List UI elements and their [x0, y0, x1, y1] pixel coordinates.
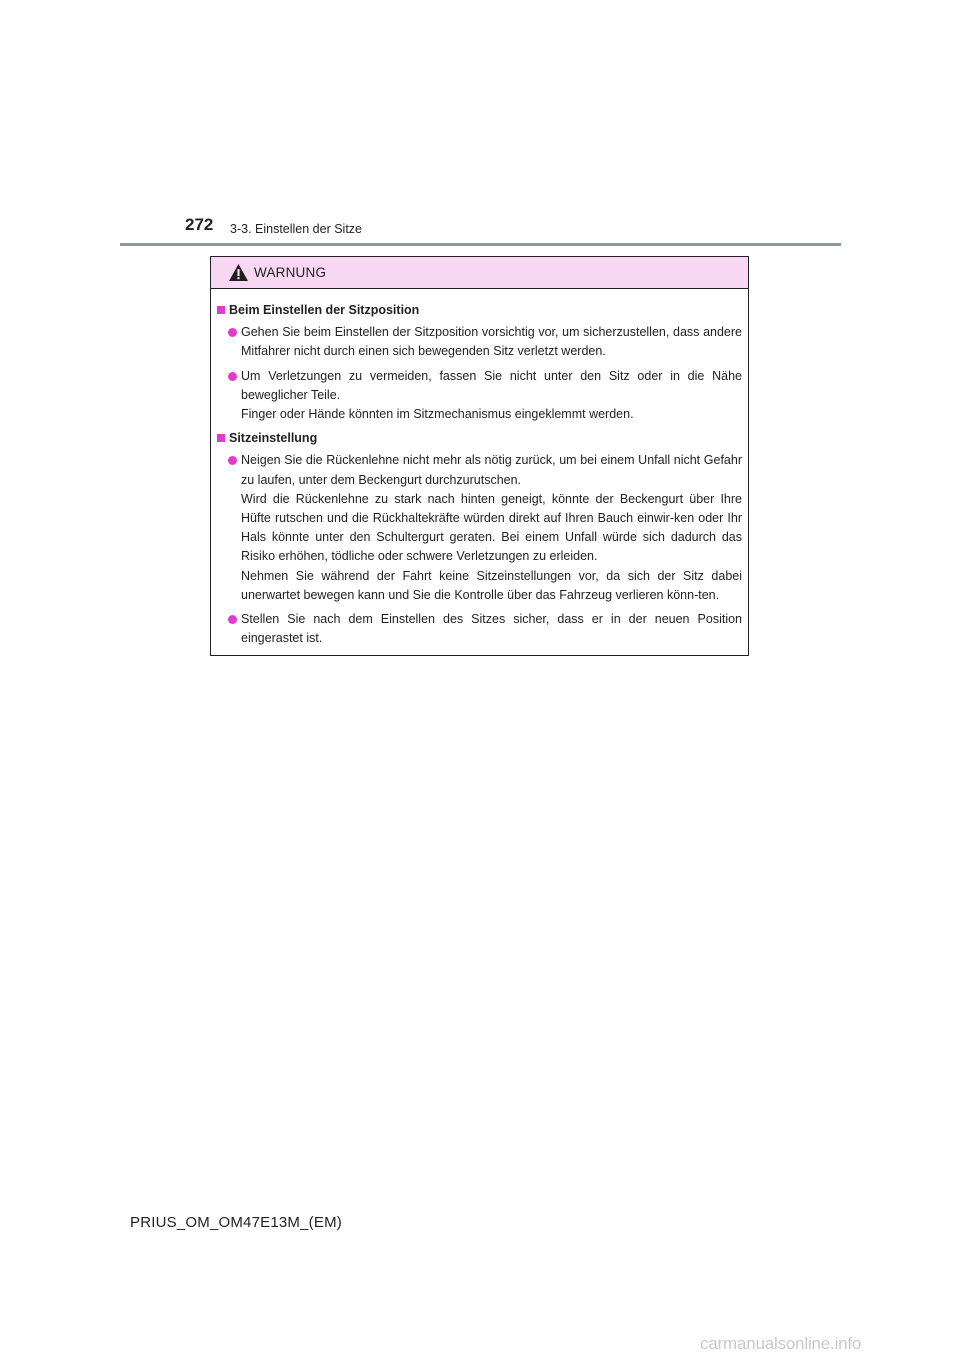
list-item-text: Stellen Sie nach dem Einstellen des Sitzes sicher, dass er in der neuen Position eingerastet ist. — [241, 612, 742, 646]
dot-bullet-icon — [228, 372, 237, 381]
watermark-link[interactable]: carmanualsonline.info — [700, 1334, 862, 1353]
section-heading-text: Sitzeinstellung — [229, 431, 318, 446]
square-bullet-icon — [217, 434, 225, 442]
list-item-text: Gehen Sie beim Einstellen der Sitzposition vorsichtig vor, um sicherzustellen, dass andere Mitfahrer nicht durch einen sich bewegenden Sitz verletzt werden. — [241, 325, 742, 359]
section-heading — [217, 301, 742, 320]
warning-section-seat-adjustment — [217, 429, 742, 648]
warning-header — [211, 257, 748, 289]
list-item — [217, 610, 742, 648]
list-item-text: Neigen Sie die Rückenlehne nicht mehr als nötig zurück, um bei einem Unfall nicht Gefahr zu laufen, unter dem Beckengurt durchzurutschen. — [241, 453, 742, 487]
warning-box — [210, 256, 749, 656]
square-bullet-icon — [217, 306, 225, 314]
warning-section-seat-position — [217, 301, 742, 424]
dot-bullet-icon — [228, 615, 237, 624]
header-rule — [120, 243, 841, 246]
list-item — [217, 323, 742, 361]
list-item-text: Finger oder Hände könnten im Sitzmechanismus eingeklemmt werden. — [241, 407, 634, 422]
dot-bullet-icon — [228, 456, 237, 465]
warning-title: WARNUNG — [254, 265, 327, 280]
section-title: 3-3. Einstellen der Sitze — [230, 222, 363, 236]
list-item — [217, 367, 742, 425]
list-item-text: Um Verletzungen zu vermeiden, fassen Sie nicht unter den Sitz oder in die Nähe beweglicher Teile. — [241, 368, 742, 402]
list-item — [217, 451, 742, 605]
section-heading-text: Beim Einstellen der Sitzposition — [229, 303, 420, 317]
section-heading — [217, 429, 742, 448]
page-number: 272 — [185, 215, 214, 234]
list-item-text: Nehmen Sie während der Fahrt keine Sitzeinstellungen vor, da sich der Sitz dabei unerwartet bewegen kann und Sie die Kontrolle über das Fahrzeug verlieren könn-ten. — [241, 568, 742, 602]
dot-bullet-icon — [228, 328, 237, 337]
document-code: PRIUS_OM_OM47E13M_(EM) — [130, 1214, 342, 1231]
list-item-text: Wird die Rückenlehne zu stark nach hinten geneigt, könnte der Beckengurt über Ihre Hüfte rutschen und die Rückhaltekräfte würden direkt auf Ihren Bauch einwir-ken oder Ihr Hals könnte unter den Schultergurt geraten. Bei einem Unfall würde sich dadurch das Risiko erhöhen, tödliche oder schwere Verletzungen zu erleiden. — [241, 491, 742, 564]
warning-body — [211, 289, 748, 648]
warning-triangle-icon — [228, 263, 249, 282]
